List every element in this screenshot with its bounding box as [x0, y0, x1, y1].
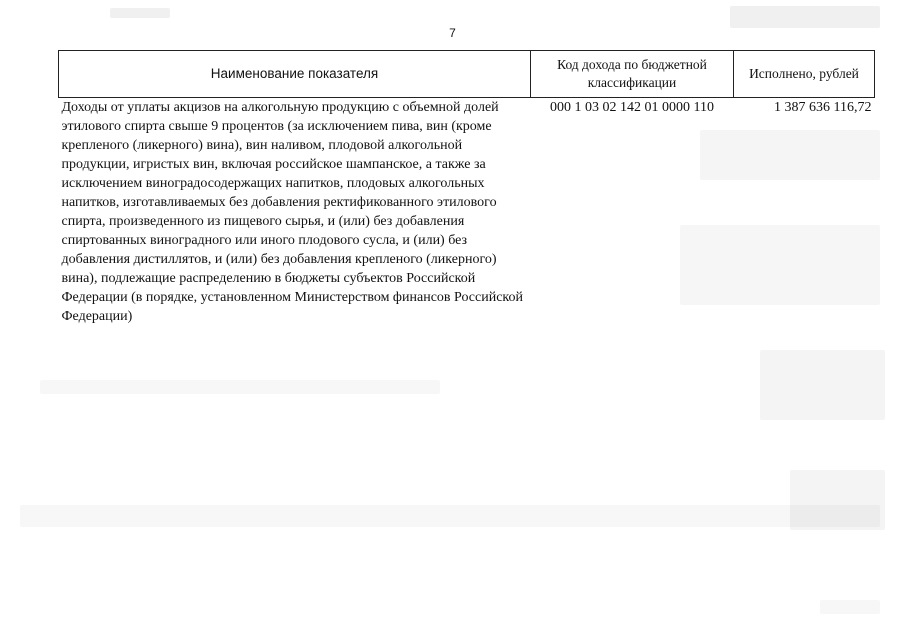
- header-value: Исполнено, рублей: [734, 51, 875, 98]
- scan-artifact-bottom-right: [790, 470, 885, 530]
- row-value-cell: 1 387 636 116,72: [774, 100, 872, 115]
- scan-artifact-right-2: [680, 225, 880, 305]
- scan-artifact-mid-band: [40, 380, 440, 394]
- header-code: Код дохода по бюджетной классификации: [531, 51, 734, 98]
- header-name: Наименование показателя: [59, 51, 531, 98]
- row-name-cell: Доходы от уплаты акцизов на алкогольную продукцию с объемной долей этилового спирта свыше 9 процентов (за исключением пива, вин (кроме крепленого (ликерного) вина), вин наливом, плодовой алкогольной продукции, игристых вин, включая российское шампанское, а также за исключением виноградосодержащих напитков, плодовых алкогольных напитков, изготавливаемых без добавления ректификованного этилового спирта, произведенного из пищевого сырья, и (или) без добавления спиртованных виноградного или иного плодового сусла, и (или) без добавления дистиллятов, и (или) без добавления крепленого (ликерного) вина), подлежащие распределению в бюджеты субъектов Российской Федерации (в порядке, установленном Министерством финансов Российской Федерации): [61, 100, 524, 324]
- scan-artifact-right-3: [760, 350, 885, 420]
- scan-artifact-bottom-corner: [820, 600, 880, 614]
- scan-artifact-right-1: [700, 130, 880, 180]
- scan-artifact-top-right: [730, 6, 880, 28]
- page-number: 7: [449, 26, 456, 40]
- scan-artifact-bottom-band: [20, 505, 880, 527]
- scan-artifact-top-left: [110, 8, 170, 18]
- table-header-row: [59, 51, 875, 98]
- row-code-cell: 000 1 03 02 142 01 0000 110: [550, 100, 714, 115]
